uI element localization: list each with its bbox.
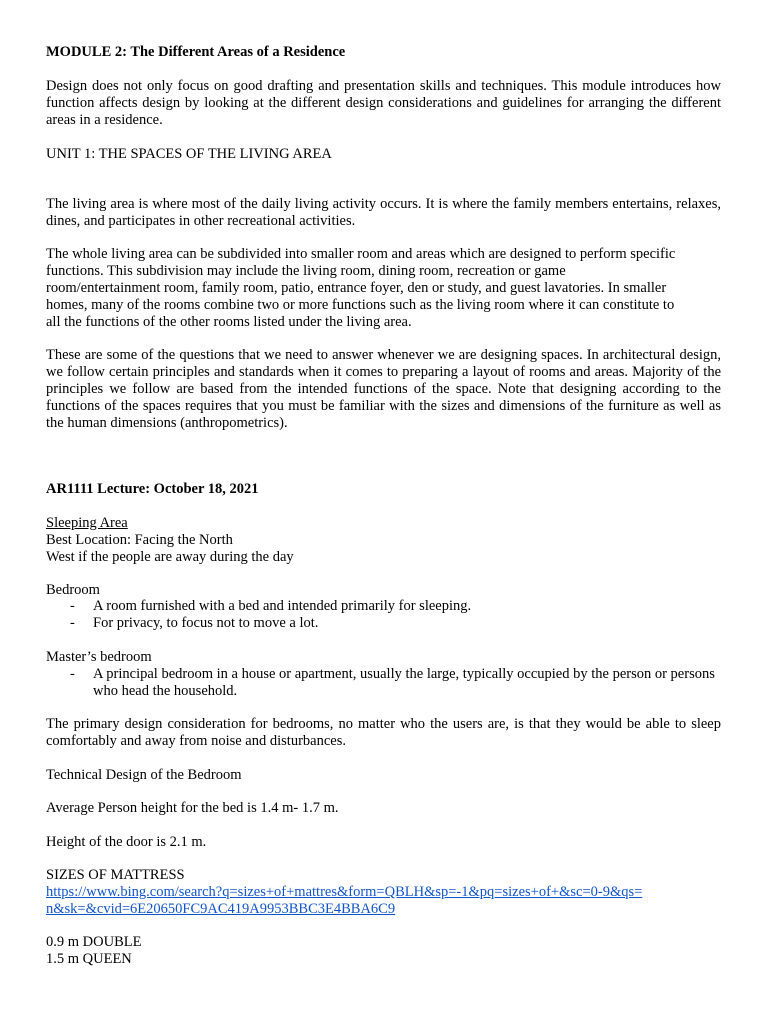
sleeping-area-heading: Sleeping Area (46, 515, 128, 531)
bedroom-bullet: A room furnished with a bed and intended primarily for sleeping. (93, 598, 472, 614)
primary-consideration-paragraph: The primary design consideration for bedrooms, no matter who the users are, is that they would be able to sleep comfortably and away from noise and disturbances. (46, 716, 721, 749)
masters-bedroom-bullet: A principal bedroom in a house or apartment, usually the large, typically occupied by the person or persons who head the household. (93, 666, 715, 699)
mattress-sizes-link[interactable]: https://www.bing.com/search?q=sizes+of+mattres&form=QBLH&sp=-1&pq=sizes+of+&sc=0-9&qs=n&sk=&cvid=6E20650FC9AC419A9953BBC3E4BBA6C9 (46, 884, 643, 917)
bullet-dash: - (70, 598, 75, 614)
module-title: MODULE 2: The Different Areas of a Residence (46, 44, 346, 60)
bedroom-heading: Bedroom (46, 582, 100, 598)
mattress-size: 0.9 m DOUBLE (46, 934, 142, 950)
subdivision-line: homes, many of the rooms combine two or more functions such as the living room where it can constitute to (46, 297, 675, 313)
subdivision-paragraph (46, 246, 721, 331)
average-height-line: Average Person height for the bed is 1.4 m- 1.7 m. (46, 800, 339, 816)
technical-design-heading: Technical Design of the Bedroom (46, 767, 242, 783)
mattress-size-list (46, 934, 721, 968)
unit-title: UNIT 1: THE SPACES OF THE LIVING AREA (46, 146, 332, 162)
door-height-line: Height of the door is 2.1 m. (46, 834, 207, 850)
subdivision-line: room/entertainment room, family room, patio, entrance foyer, den or study, and guest lavatories. In smaller (46, 280, 667, 296)
subdivision-line: The whole living area can be subdivided into smaller room and areas which are designed to perform specific (46, 246, 676, 262)
best-location: Best Location: Facing the North (46, 532, 233, 548)
bedroom-bullet: For privacy, to focus not to move a lot. (93, 615, 319, 631)
subdivision-line: functions. This subdivision may include the living room, dining room, recreation or game (46, 263, 566, 279)
mattress-size: 1.5 m QUEEN (46, 951, 132, 967)
bullet-dash: - (70, 666, 75, 682)
lecture-title: AR1111 Lecture: October 18, 2021 (46, 481, 259, 497)
mattress-link-block (46, 884, 646, 918)
subdivision-line: all the functions of the other rooms listed under the living area. (46, 314, 412, 330)
masters-bedroom-heading: Master’s bedroom (46, 649, 152, 665)
living-area-paragraph: The living area is where most of the daily living activity occurs. It is where the family members entertains, relaxes, dines, and participates in other recreational activities. (46, 196, 721, 229)
sleeping-area-section (46, 515, 721, 566)
alternate-location: West if the people are away during the day (46, 549, 294, 565)
intro-paragraph: Design does not only focus on good drafting and presentation skills and techniques. This module introduces how function affects design by looking at the different design considerations and guidelines for arranging the different areas in a residence. (46, 78, 721, 128)
bullet-dash: - (70, 615, 75, 631)
design-principles-paragraph: These are some of the questions that we need to answer whenever we are designing spaces. In architectural design, we follow certain principles and standards when it comes to preparing a layout of rooms and areas. Majority of the principles we follow are based from the intended functions of the space. Note that designing according to the functions of the spaces requires that you must be familiar with the sizes and dimensions of the furniture as well as the human dimensions (anthropometrics). (46, 347, 721, 431)
mattress-heading: SIZES OF MATTRESS (46, 867, 185, 883)
